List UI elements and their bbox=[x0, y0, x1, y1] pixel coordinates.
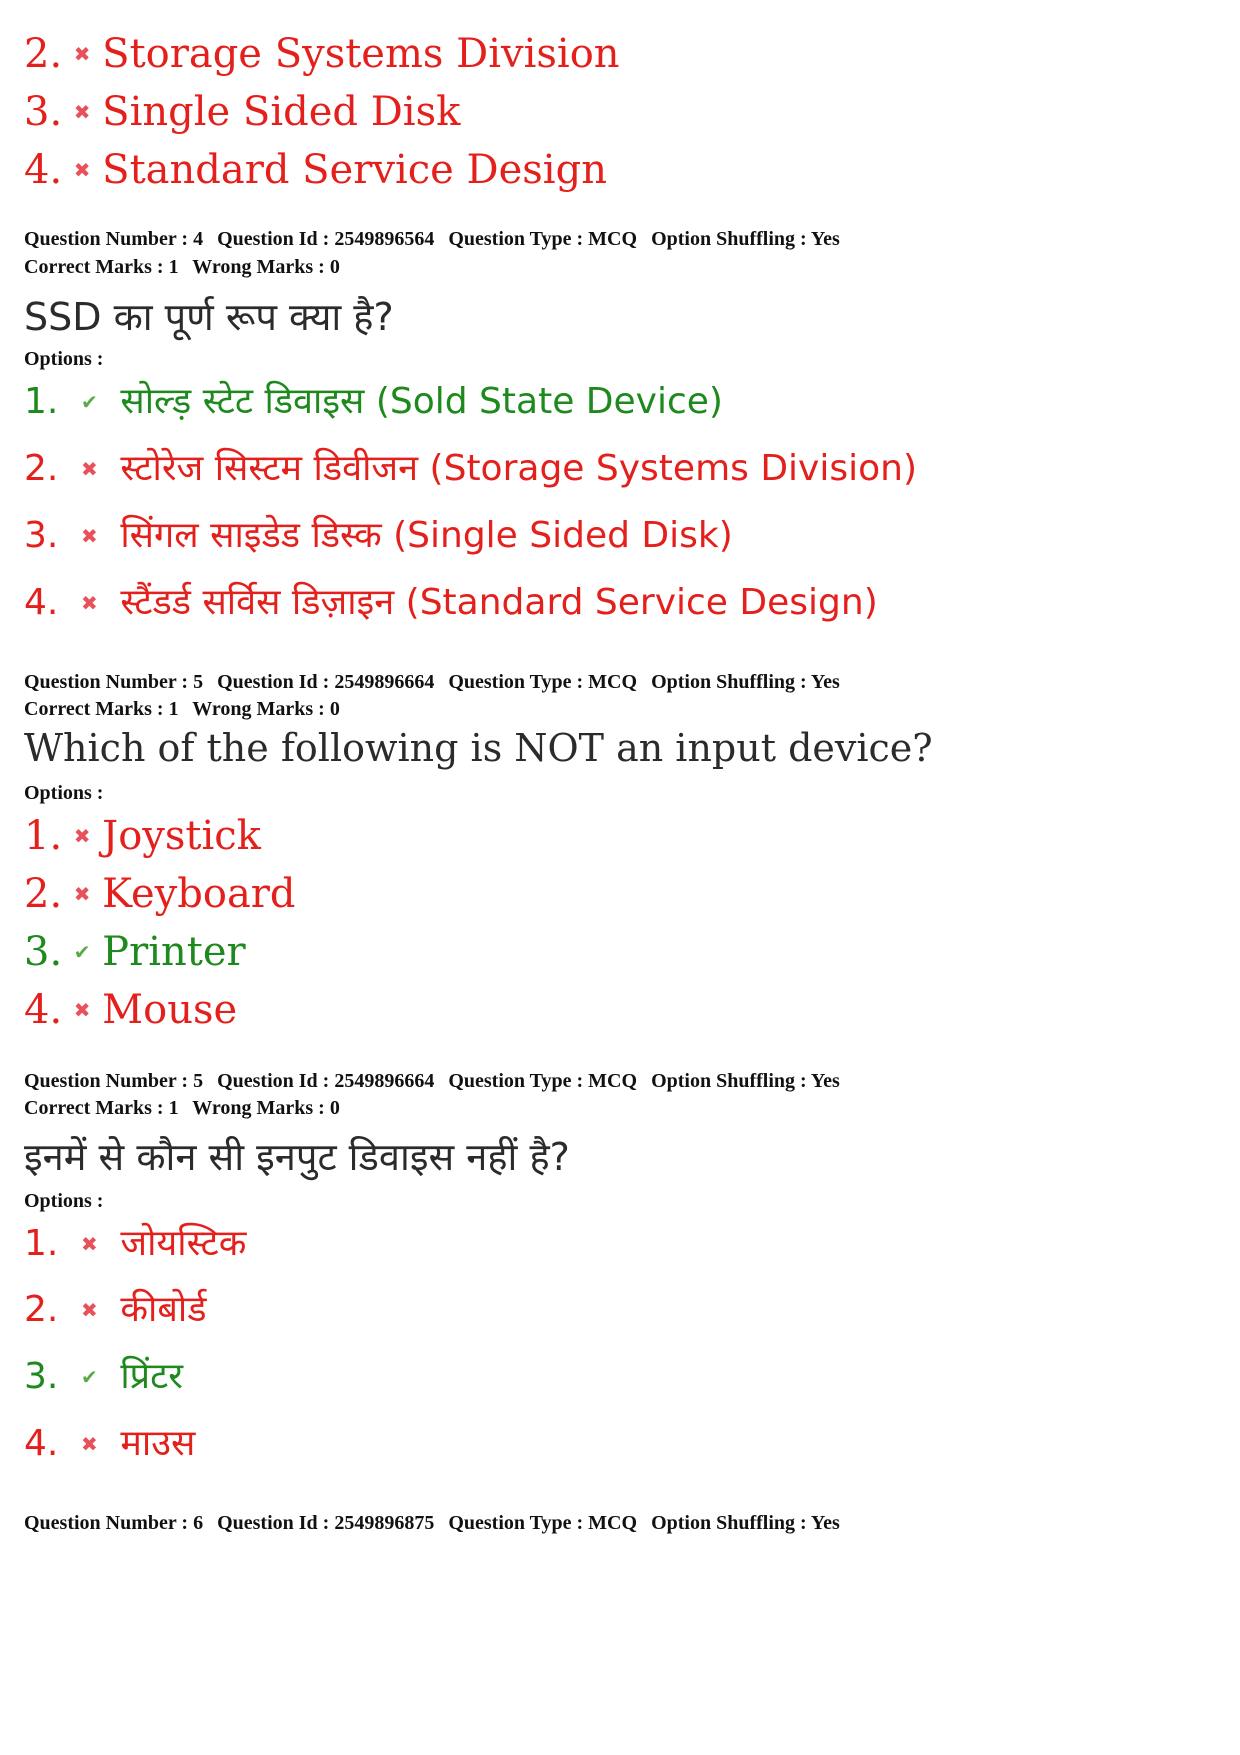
check-icon: ✔ bbox=[80, 1365, 98, 1389]
marks-line bbox=[24, 1097, 349, 1120]
question-meta-line bbox=[24, 1070, 849, 1093]
option-text: Standard Service Design bbox=[102, 147, 607, 193]
check-icon: ✔ bbox=[73, 940, 91, 964]
option-number: 3. bbox=[24, 1356, 59, 1397]
option-2 bbox=[24, 1289, 207, 1330]
option-text: Printer bbox=[102, 929, 246, 975]
marks-line bbox=[24, 698, 349, 721]
option-text: सोल्ड़ स्टेट डिवाइस (Sold State Device) bbox=[120, 381, 723, 422]
question-type: Question Type : MCQ bbox=[448, 671, 638, 693]
option-shuffling: Option Shuffling : Yes bbox=[651, 228, 840, 250]
option-1 bbox=[24, 381, 723, 422]
option-2 bbox=[24, 31, 620, 77]
option-1 bbox=[24, 1223, 247, 1264]
options-label: Options : bbox=[24, 782, 104, 804]
options-label: Options : bbox=[24, 348, 104, 370]
question-number: Question Number : 6 bbox=[24, 1512, 204, 1534]
option-text: Mouse bbox=[102, 987, 238, 1033]
option-number: 1. bbox=[24, 1223, 59, 1264]
question-id: Question Id : 2549896564 bbox=[217, 228, 435, 250]
option-number: 1. bbox=[24, 813, 63, 859]
option-text: स्टैंडर्ड सर्विस डिज़ाइन (Standard Service Design) bbox=[120, 582, 878, 623]
option-text: Single Sided Disk bbox=[102, 89, 461, 135]
question-text: Which of the following is NOT an input device? bbox=[24, 726, 933, 770]
cross-icon: ✖ bbox=[80, 1298, 98, 1322]
check-icon: ✔ bbox=[80, 390, 98, 414]
question-id: Question Id : 2549896664 bbox=[217, 1070, 435, 1092]
question-meta-line bbox=[24, 671, 849, 694]
option-number: 3. bbox=[24, 89, 63, 135]
question-meta-line bbox=[24, 1512, 849, 1535]
option-number: 4. bbox=[24, 987, 63, 1033]
option-text: सिंगल साइडेड डिस्क (Single Sided Disk) bbox=[120, 515, 733, 556]
option-3 bbox=[24, 515, 733, 556]
question-number: Question Number : 5 bbox=[24, 671, 204, 693]
question-type: Question Type : MCQ bbox=[448, 1512, 638, 1534]
option-text: जोयस्टिक bbox=[120, 1223, 247, 1264]
cross-icon: ✖ bbox=[73, 42, 91, 66]
option-number: 1. bbox=[24, 381, 59, 422]
option-number: 2. bbox=[24, 1289, 59, 1330]
wrong-marks: Wrong Marks : 0 bbox=[192, 1097, 340, 1119]
option-text: Keyboard bbox=[102, 871, 296, 917]
option-1 bbox=[24, 813, 261, 859]
option-text: कीबोर्ड bbox=[120, 1289, 207, 1330]
question-type: Question Type : MCQ bbox=[448, 228, 638, 250]
cross-icon: ✖ bbox=[73, 998, 91, 1022]
option-4 bbox=[24, 1423, 196, 1464]
wrong-marks: Wrong Marks : 0 bbox=[192, 698, 340, 720]
cross-icon: ✖ bbox=[80, 524, 98, 548]
correct-marks: Correct Marks : 1 bbox=[24, 698, 179, 720]
question-number: Question Number : 4 bbox=[24, 228, 204, 250]
option-3 bbox=[24, 929, 246, 975]
option-2 bbox=[24, 448, 918, 489]
correct-marks: Correct Marks : 1 bbox=[24, 1097, 179, 1119]
option-number: 4. bbox=[24, 582, 59, 623]
option-2 bbox=[24, 871, 296, 917]
correct-marks: Correct Marks : 1 bbox=[24, 256, 179, 278]
option-4 bbox=[24, 582, 878, 623]
option-text: प्रिंटर bbox=[120, 1356, 184, 1397]
option-text: स्टोरेज सिस्टम डिवीजन (Storage Systems Division) bbox=[120, 448, 918, 489]
option-4 bbox=[24, 147, 607, 193]
question-text: इनमें से कौन सी इनपुट डिवाइस नहीं है? bbox=[24, 1135, 570, 1179]
question-id: Question Id : 2549896875 bbox=[217, 1512, 435, 1534]
option-number: 3. bbox=[24, 929, 63, 975]
option-shuffling: Option Shuffling : Yes bbox=[651, 1070, 840, 1092]
option-3 bbox=[24, 1356, 184, 1397]
option-3 bbox=[24, 89, 461, 135]
cross-icon: ✖ bbox=[80, 591, 98, 615]
option-number: 4. bbox=[24, 1423, 59, 1464]
question-id: Question Id : 2549896664 bbox=[217, 671, 435, 693]
question-number: Question Number : 5 bbox=[24, 1070, 204, 1092]
option-4 bbox=[24, 987, 238, 1033]
option-number: 4. bbox=[24, 147, 63, 193]
option-number: 2. bbox=[24, 31, 63, 77]
cross-icon: ✖ bbox=[73, 158, 91, 182]
option-number: 2. bbox=[24, 448, 59, 489]
option-number: 2. bbox=[24, 871, 63, 917]
cross-icon: ✖ bbox=[73, 882, 91, 906]
question-text: SSD का पूर्ण रूप क्या है? bbox=[24, 295, 394, 339]
cross-icon: ✖ bbox=[80, 457, 98, 481]
cross-icon: ✖ bbox=[80, 1232, 98, 1256]
cross-icon: ✖ bbox=[73, 824, 91, 848]
option-number: 3. bbox=[24, 515, 59, 556]
option-text: Joystick bbox=[102, 813, 261, 859]
question-meta-line bbox=[24, 228, 849, 251]
option-text: Storage Systems Division bbox=[102, 31, 620, 77]
wrong-marks: Wrong Marks : 0 bbox=[192, 256, 340, 278]
option-shuffling: Option Shuffling : Yes bbox=[651, 1512, 840, 1534]
option-text: माउस bbox=[120, 1423, 196, 1464]
cross-icon: ✖ bbox=[80, 1432, 98, 1456]
marks-line bbox=[24, 256, 349, 279]
option-shuffling: Option Shuffling : Yes bbox=[651, 671, 840, 693]
question-type: Question Type : MCQ bbox=[448, 1070, 638, 1092]
cross-icon: ✖ bbox=[73, 100, 91, 124]
options-label: Options : bbox=[24, 1190, 104, 1212]
